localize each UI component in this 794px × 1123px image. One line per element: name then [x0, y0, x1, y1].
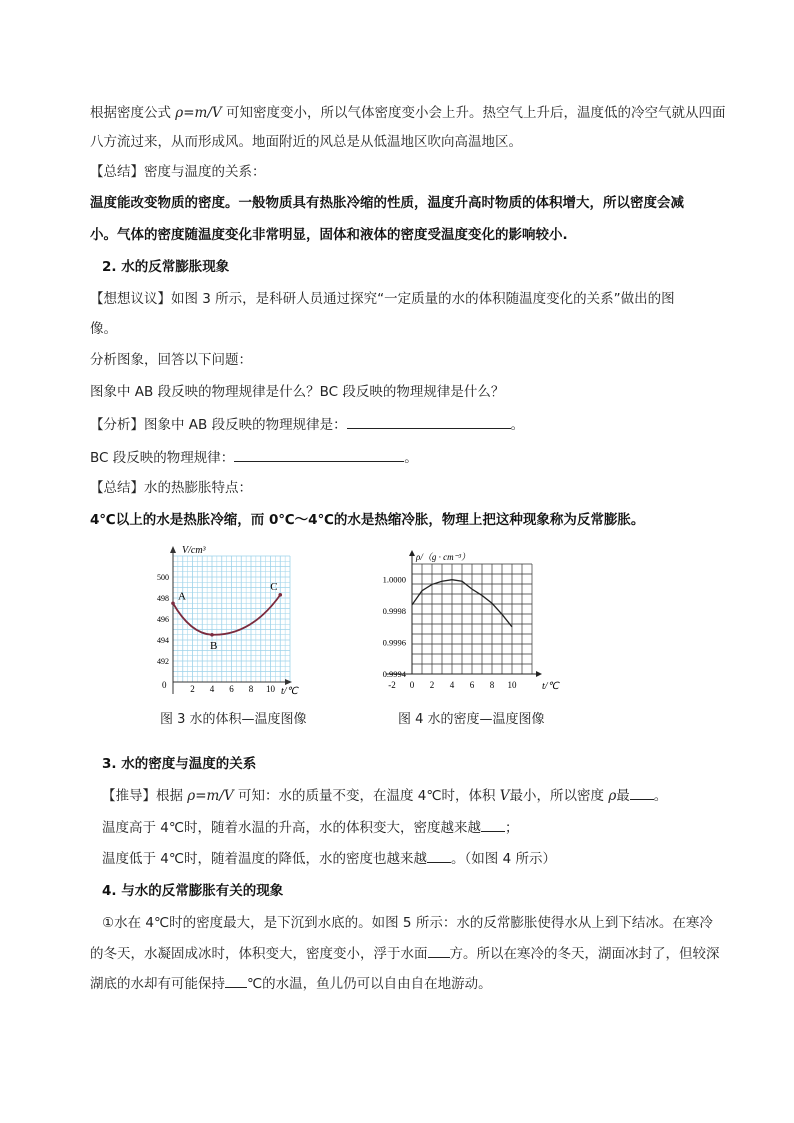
summary-label: 【总结】密度与温度的关系：	[90, 164, 266, 180]
var-v: V	[499, 788, 510, 804]
summary-bold-line1: 温度能改变物质的密度。一般物质具有热胀冷缩的性质，温度升高时物质的体积增大，所以密度会减	[90, 195, 684, 211]
section4-line1: ①水在 4℃时的密度最大，是下沉到水底的。如图 5 所示：水的反常膨胀使得水从上到下结冰。在寒冷	[102, 915, 713, 931]
fig3-x-tick-label: 10	[266, 684, 275, 694]
fig4-x-arrow	[536, 671, 542, 677]
answer-blank[interactable]	[428, 945, 450, 958]
fig4-x-tick-label: 4	[449, 680, 455, 690]
fig3-point-label: B	[210, 639, 218, 652]
fig3-y-arrow	[170, 546, 176, 553]
fig3-point-label: A	[178, 590, 186, 603]
answer-blank[interactable]	[234, 449, 404, 462]
answer-blank[interactable]	[347, 416, 511, 429]
para1-line2: 八方流过来，从而形成风。地面附近的风总是从低温地区吹向高温地区。	[90, 134, 522, 150]
section3-heading: 3. 水的密度与温度的关系	[102, 756, 257, 772]
fig3-x-arrow	[285, 679, 292, 685]
fig3-point	[171, 601, 175, 605]
fig3-xlabel: t/℃	[281, 686, 298, 697]
think-line2: 像。	[90, 321, 117, 337]
section4-text: 方。所以在寒冷的冬天，湖面冰封了，但较深	[449, 946, 720, 962]
summary-bold-line2: 小。气体的密度随温度变化非常明显，固体和液体的密度受温度变化的影响较小.	[90, 227, 568, 243]
fig3-point	[278, 593, 282, 597]
answer-blank[interactable]	[481, 819, 505, 832]
fig4-y-tick-label: 0.9996	[382, 637, 406, 648]
fig3-point-label: C	[270, 580, 278, 593]
section4-heading: 4. 与水的反常膨胀有关的现象	[102, 883, 284, 899]
question-intro: 分析图象，回答以下问题：	[90, 352, 252, 368]
fig3-x-tick-label: 6	[229, 684, 234, 694]
figure4-caption: 图 4 水的密度—温度图像	[398, 712, 545, 727]
analysis-bc-label: BC 段反映的物理规律：	[90, 450, 235, 466]
question-text: 图象中 AB 段反映的物理规律是什么？BC 段反映的物理规律是什么？	[90, 384, 505, 400]
derivation-text: 。（如图 4 所示）	[451, 851, 556, 867]
fig4-ylabel: ρ/（g · cm⁻³）	[416, 552, 471, 562]
fig4-x-tick-label: 10	[507, 680, 517, 690]
answer-blank[interactable]	[427, 850, 451, 863]
var-rho: ρ	[608, 788, 617, 804]
fig3-y-tick-label: 492	[157, 657, 169, 666]
summary2-label: 【总结】水的热膨胀特点：	[90, 480, 252, 496]
fig4-grid	[386, 564, 540, 674]
para1-text: 根据密度公式	[90, 105, 171, 121]
section4-text: ℃的水温，鱼儿仍可以自由自在地游动。	[247, 976, 492, 992]
fig3-origin: 0	[162, 680, 167, 690]
fig4-x-tick-label: 2	[429, 680, 435, 690]
analysis-bc	[90, 449, 418, 467]
derivation-text: 最	[616, 788, 630, 804]
section4-line3	[90, 975, 492, 993]
derivation-line3	[102, 850, 556, 868]
think-line1: 【想想议议】如图 3 所示，是科研人员通过探究“一定质量的水的体积随温度变化的关系”做出的图	[90, 291, 675, 307]
section4-text: 湖底的水却有可能保持	[90, 976, 225, 992]
fig4-xlabel: t/℃	[542, 681, 559, 692]
fig3-y-tick-label: 498	[157, 594, 169, 603]
derivation-text: 可知：水的质量不变，在温度 4℃时，体积	[237, 788, 496, 804]
density-formula: ρ=m/V	[187, 788, 234, 804]
para1-line1	[90, 104, 725, 122]
derivation-line1	[102, 787, 667, 805]
fig3-y-tick-label: 496	[157, 615, 169, 624]
fig3-x-tick-label: 4	[209, 684, 215, 694]
period: 。	[653, 788, 668, 804]
fig4-x-tick-label: 8	[489, 680, 495, 690]
fig3-y-tick-label: 494	[157, 636, 169, 645]
analysis-ab	[90, 416, 524, 434]
section2-heading: 2. 水的反常膨胀现象	[102, 259, 230, 275]
summary2-bold: 4℃以上的水是热胀冷缩，而 0℃～4℃的水是热缩冷胀，物理上把这种现象称为反常膨胀。	[90, 512, 645, 528]
derivation-text: 温度低于 4℃时，随着温度的降低，水的密度也越来越	[102, 851, 428, 867]
derivation-text: 最小，所以密度	[509, 788, 605, 804]
fig4-x-tick-label: 0	[409, 680, 415, 690]
fig3-grid	[173, 556, 290, 682]
fig3-x-tick-label: 2	[190, 684, 195, 694]
density-formula: ρ=m/V	[175, 105, 222, 121]
derivation-text: ；	[505, 820, 519, 836]
fig4-x-tick-label: 6	[469, 680, 475, 690]
analysis-ab-label: 【分析】图象中 AB 段反映的物理规律是：	[90, 417, 347, 433]
fig3-y-tick-label: 500	[157, 573, 169, 582]
period: 。	[404, 450, 418, 466]
period: 。	[510, 417, 525, 433]
fig4-y-tick-label: 1.0000	[382, 574, 406, 585]
para1-text: 可知密度变小，所以气体密度变小会上升。热空气上升后，温度低的冷空气就从四面	[225, 105, 726, 121]
figure4-density-chart	[370, 546, 570, 696]
answer-blank[interactable]	[225, 975, 247, 988]
derivation-text: 温度高于 4℃时，随着水温的升高，水的体积变大，密度越来越	[102, 820, 482, 836]
fig3-point	[210, 633, 214, 637]
section4-line2	[90, 945, 720, 963]
fig4-y-tick-label: 0.9994	[382, 669, 406, 679]
figure3-volume-chart	[150, 542, 310, 702]
fig4-y-arrow	[409, 550, 415, 556]
answer-blank[interactable]	[630, 787, 654, 800]
fig3-ylabel: V/cm³	[182, 545, 206, 556]
fig4-y-tick-label: 0.9998	[382, 606, 406, 617]
fig3-x-tick-label: 8	[248, 684, 254, 694]
figure3-caption: 图 3 水的体积—温度图像	[160, 712, 307, 727]
derivation-line2	[102, 819, 519, 837]
fig4-x-tick-label: -2	[388, 680, 396, 690]
derivation-text: 【推导】根据	[102, 788, 183, 804]
section4-text: 的冬天，水凝固成冰时，体积变大，密度变小，浮于水面	[90, 946, 428, 962]
